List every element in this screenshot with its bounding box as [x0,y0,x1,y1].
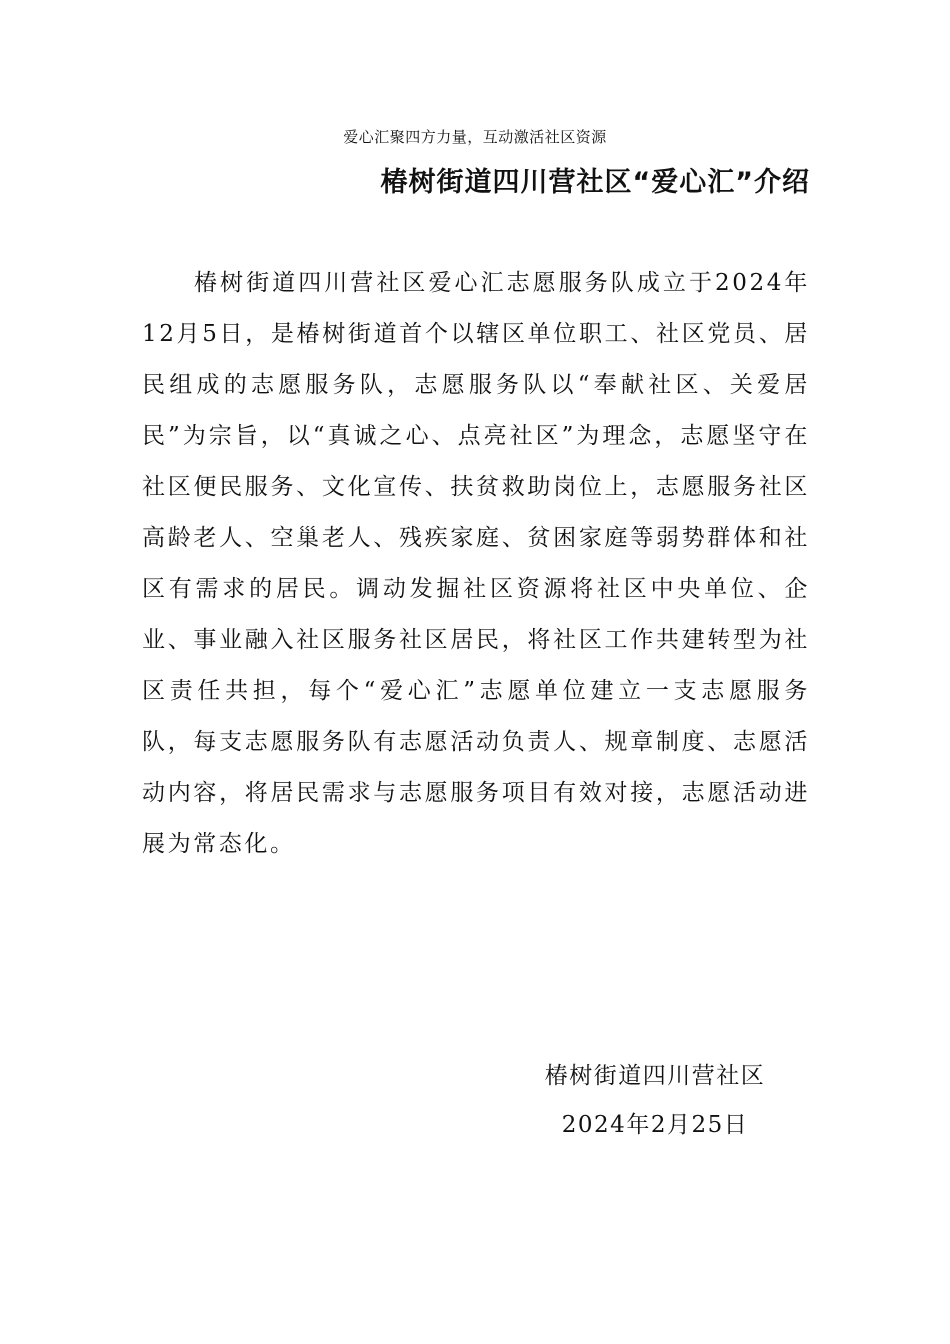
header-slogan: 爱心汇聚四方力量，互动激活社区资源 [343,128,607,146]
body-paragraph: 椿树街道四川营社区爱心汇志愿服务队成立于2024年12月5日，是椿树街道首个以辖区单位职工、社区党员、居民组成的志愿服务队，志愿服务队以“奉献社区、关爱居民”为宗旨，以“真诚之心、点亮社区”为理念，志愿坚守在社区便民服务、文化宣传、扶贫救助岗位上，志愿服务社区高龄老人、空巢老人、残疾家庭、贫困家庭等弱势群体和社区有需求的居民。调动发掘社区资源将社区中央单位、企业、事业融入社区服务社区居民，将社区工作共建转型为社区责任共担，每个“爱心汇”志愿单位建立一支志愿服务队，每支志愿服务队有志愿活动负责人、规章制度、志愿活动内容，将居民需求与志愿服务项目有效对接，志愿活动进展为常态化。 [142,270,810,857]
signature-organization: 椿树街道四川营社区 [544,1063,766,1089]
signature-date: 2024年2月25日 [561,1112,749,1138]
document-title: 椿树街道四川营社区“爱心汇”介绍 [380,167,810,198]
